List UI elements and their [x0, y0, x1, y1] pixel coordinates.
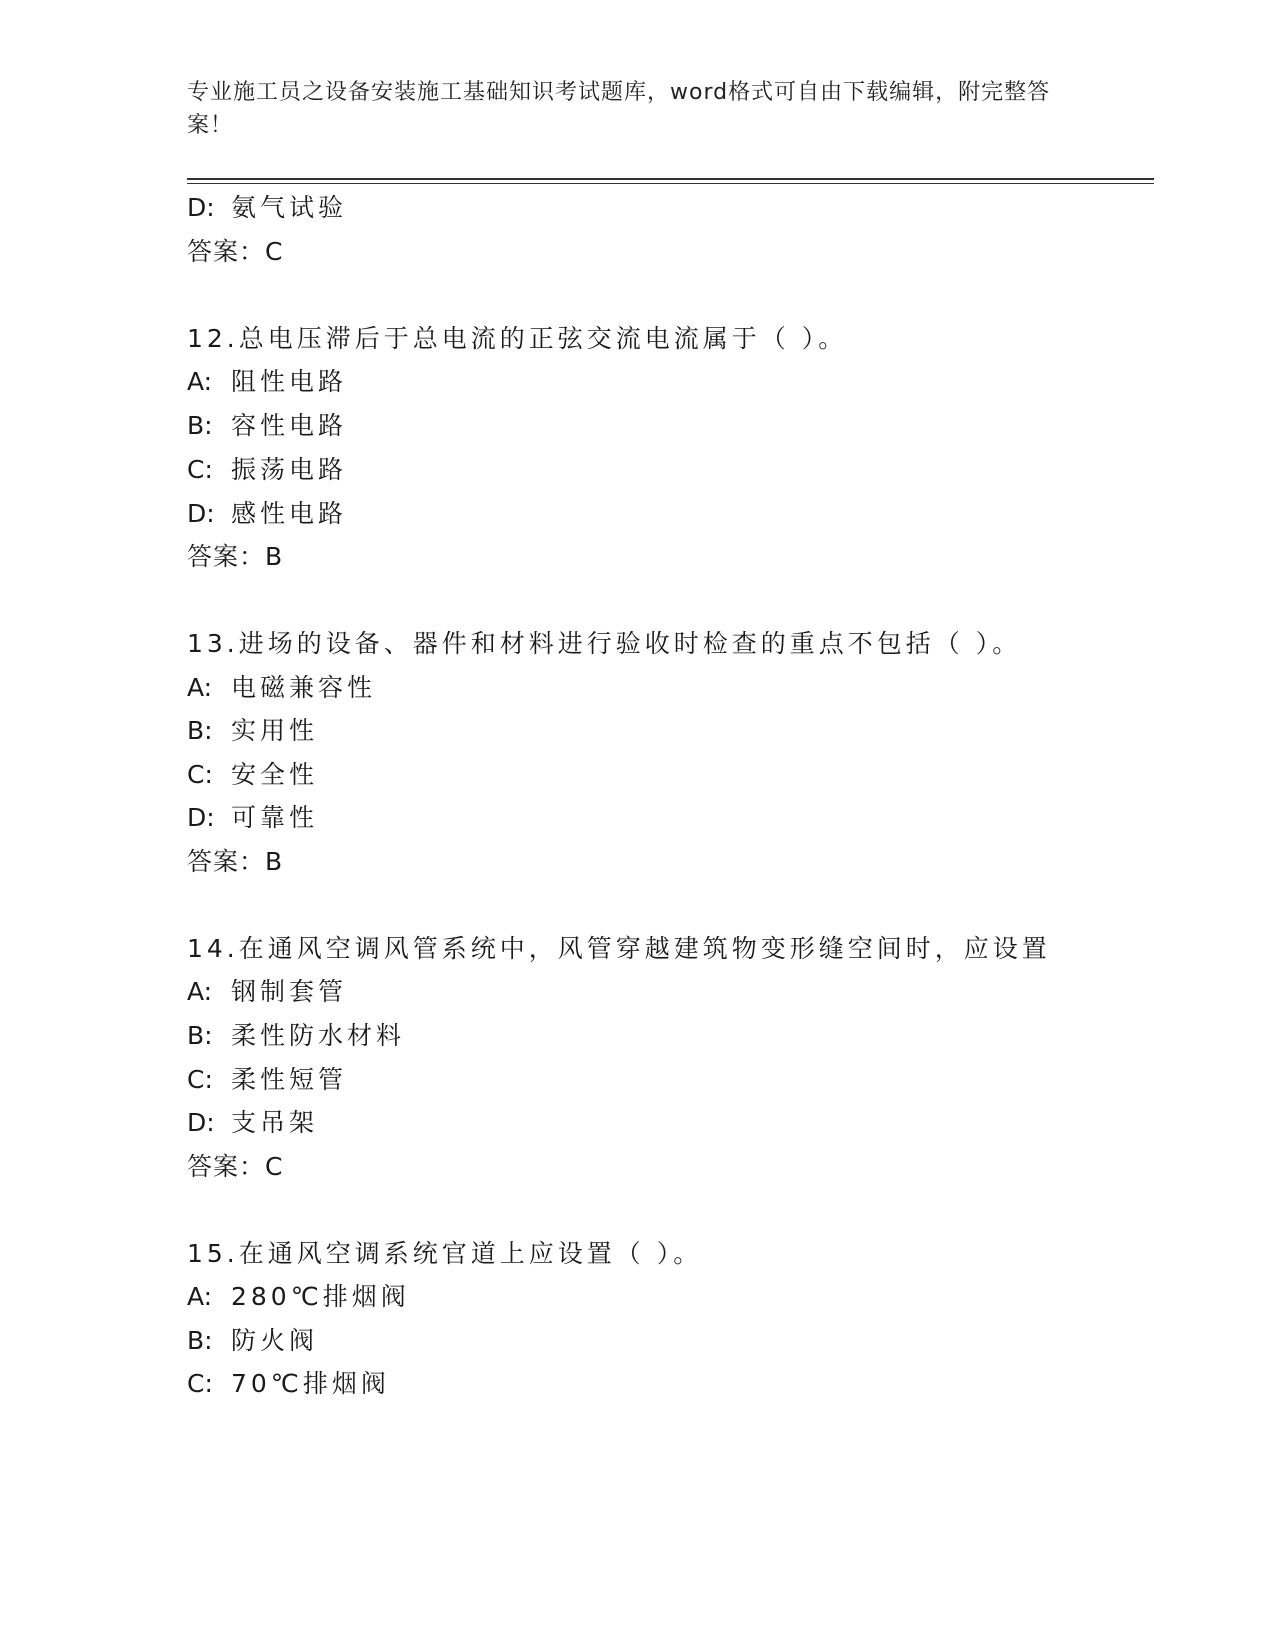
option-text: 振荡电路 [231, 455, 348, 484]
option-text: 氨气试验 [231, 193, 348, 222]
option-d [187, 1106, 318, 1140]
answer-line: 答案：C [187, 1152, 284, 1181]
question-stem: 13.进场的设备、器件和材料进行验收时检查的重点不包括（ ）。 [187, 629, 1022, 658]
option-letter: A: [187, 367, 213, 396]
option-text: 阻性电路 [231, 367, 348, 396]
option-letter: D: [187, 1108, 215, 1137]
answer-line: 答案：B [187, 542, 284, 571]
option-text: 容性电路 [231, 411, 348, 440]
question-stem: 15.在通风空调系统官道上应设置（ ）。 [187, 1239, 703, 1268]
option-letter: D: [187, 803, 215, 832]
option-c [187, 1367, 390, 1401]
option-letter: C: [187, 760, 213, 789]
option-b [187, 409, 347, 443]
option-text: 70℃排烟阀 [231, 1369, 390, 1398]
option-letter: C: [187, 1369, 213, 1398]
option-c [187, 453, 347, 487]
option-text: 实用性 [231, 716, 319, 745]
option-letter: B: [187, 1326, 213, 1355]
option-letter: D: [187, 193, 215, 222]
option-text: 280℃排烟阀 [231, 1282, 410, 1311]
option-text: 柔性短管 [231, 1065, 348, 1094]
option-text: 柔性防水材料 [231, 1021, 406, 1050]
option-text: 安全性 [231, 760, 319, 789]
answer-line: 答案：C [187, 237, 284, 266]
option-text: 钢制套管 [231, 977, 348, 1006]
option-d [187, 191, 347, 225]
document-header: 专业施工员之设备安装施工基础知识考试题库，word格式可自由下载编辑，附完整答案！ [187, 80, 1051, 138]
option-text: 支吊架 [231, 1108, 319, 1137]
option-c [187, 758, 318, 792]
option-a [187, 671, 376, 705]
option-b [187, 714, 318, 748]
option-letter: B: [187, 411, 213, 440]
option-text: 电磁兼容性 [231, 673, 377, 702]
question-stem: 12.总电压滞后于总电流的正弦交流电流属于（ ）。 [187, 324, 848, 353]
option-letter: A: [187, 977, 213, 1006]
answer-line: 答案：B [187, 847, 284, 876]
option-a [187, 1280, 410, 1314]
option-letter: A: [187, 1282, 213, 1311]
option-letter: C: [187, 455, 213, 484]
option-letter: A: [187, 673, 213, 702]
header-divider-thin [187, 183, 1154, 184]
option-letter: D: [187, 499, 215, 528]
question-stem: 14.在通风空调风管系统中，风管穿越建筑物变形缝空间时，应设置 [187, 934, 1051, 963]
option-a [187, 975, 347, 1009]
option-d [187, 801, 318, 835]
option-letter: C: [187, 1065, 213, 1094]
option-text: 防火阀 [231, 1326, 319, 1355]
option-d [187, 497, 347, 531]
option-a [187, 365, 347, 399]
option-letter: B: [187, 716, 213, 745]
header-divider-thick [187, 178, 1154, 180]
option-letter: B: [187, 1021, 213, 1050]
option-text: 感性电路 [231, 499, 348, 528]
option-b [187, 1019, 405, 1053]
option-c [187, 1063, 347, 1097]
option-b [187, 1324, 318, 1358]
option-text: 可靠性 [231, 803, 319, 832]
